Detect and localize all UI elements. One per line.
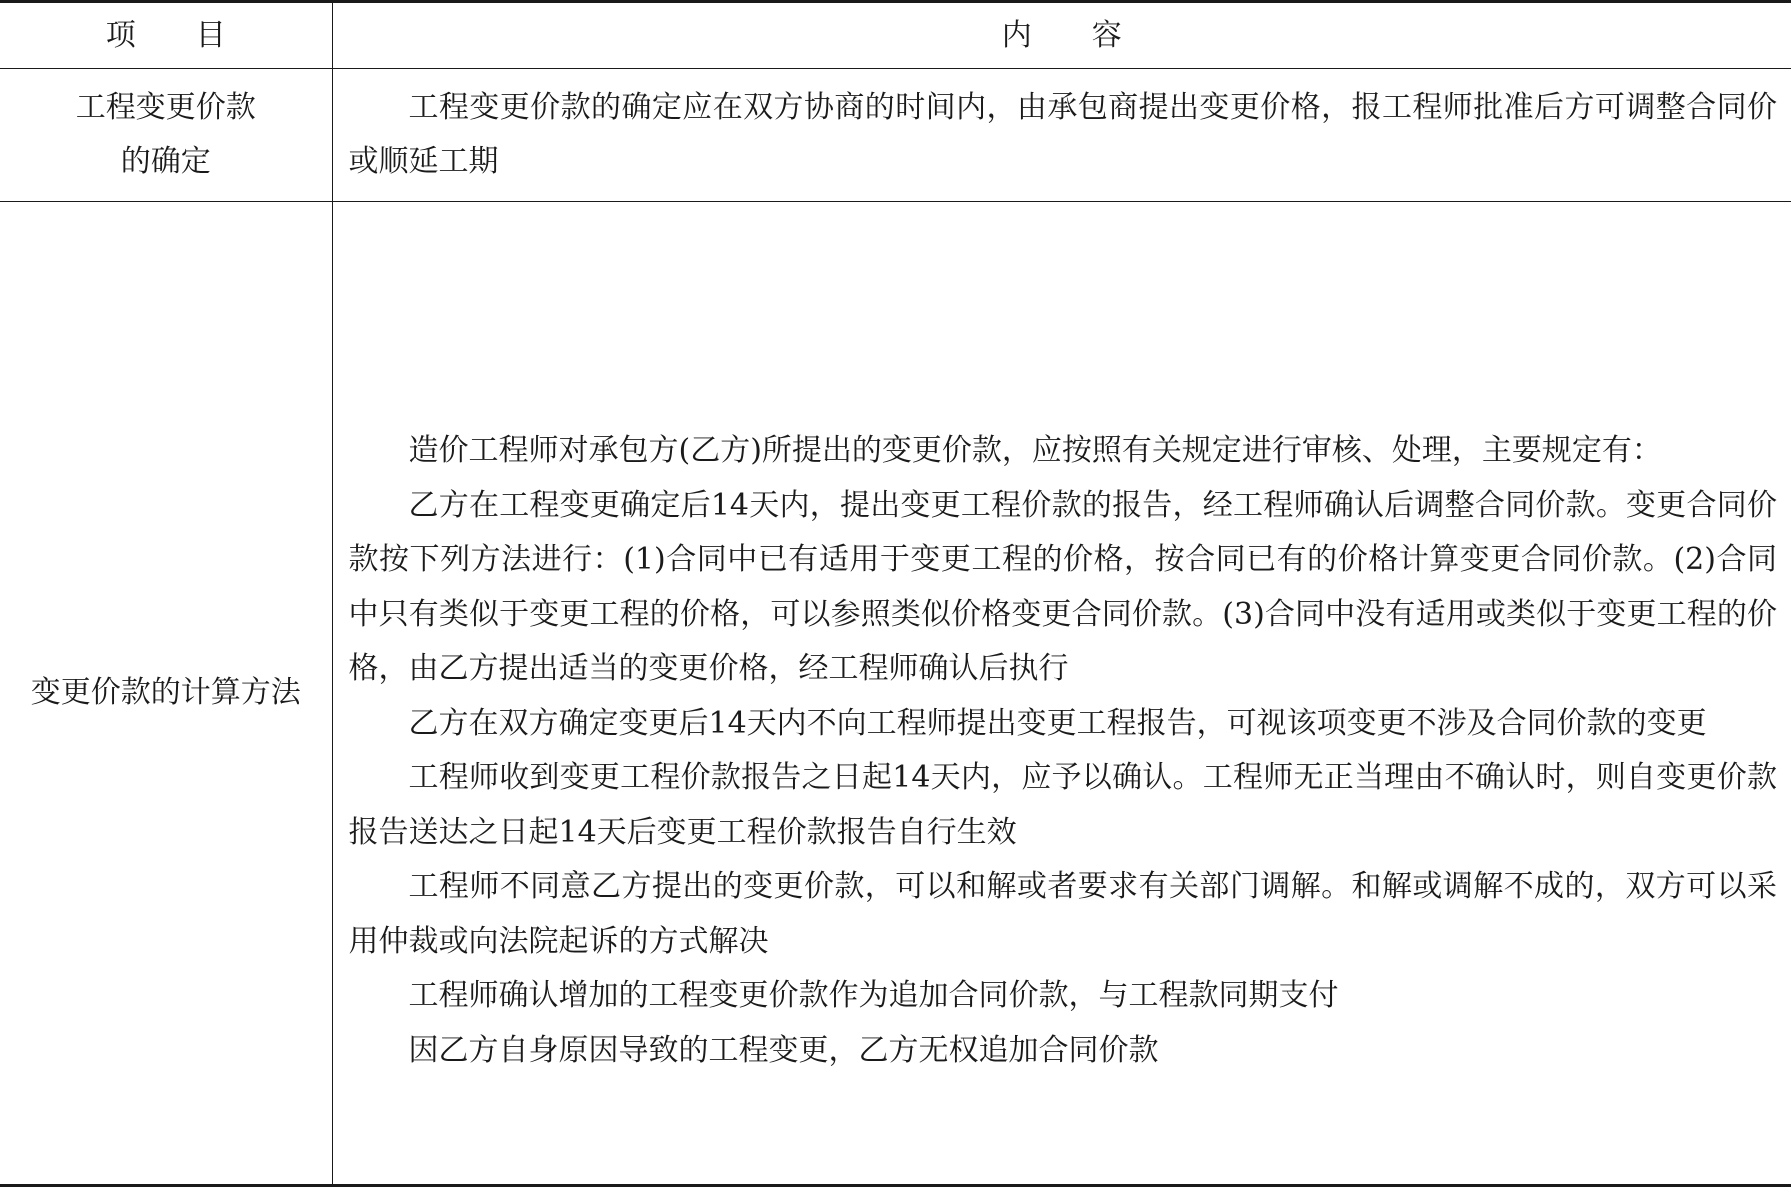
- row-item-line: 变更价款的计算方法: [30, 675, 301, 710]
- header-item: [0, 2, 332, 69]
- content-paragraph: 乙方在双方确定变更后14天内不向工程师提出变更工程报告，可视该项变更不涉及合同价款的变更: [408, 705, 1707, 741]
- row-content-cell: [332, 69, 1791, 202]
- header-content-label: 内 容: [1001, 17, 1122, 53]
- row-item-line: 工程变更价款: [75, 90, 256, 125]
- content-paragraph: 造价工程师对承包方(乙方)所提出的变更价款，应按照有关规定进行审核、处理，主要规定有：: [408, 433, 1662, 468]
- row-content-cell: [332, 202, 1791, 1186]
- content-paragraph: 因乙方自身原因导致的工程变更，乙方无权追加合同价款: [408, 1032, 1159, 1068]
- content-paragraph: 工程变更价款的确定应在双方协商的时间内，由承包商提出变更价格，报工程师批准后方可调整合同价或顺延工期: [348, 89, 1777, 179]
- content-paragraph: 工程师不同意乙方提出的变更价款，可以和解或者要求有关部门调解。和解或调解不成的，双方可以采用仲裁或向法院起诉的方式解决: [348, 869, 1777, 959]
- table-row: [0, 202, 1791, 1186]
- content-paragraph: 工程师确认增加的工程变更价款作为追加合同价款，与工程款同期支付: [408, 978, 1339, 1013]
- table-row: [0, 69, 1791, 202]
- header-content: [332, 2, 1791, 69]
- row-item-cell: [0, 202, 332, 1186]
- header-item-label: 项 目: [105, 17, 226, 53]
- content-paragraph: 工程师收到变更工程价款报告之日起14天内，应予以确认。工程师无正当理由不确认时，则自变更价款报告送达之日起14天后变更工程价款报告自行生效: [348, 760, 1777, 850]
- content-paragraph: 乙方在工程变更确定后14天内，提出变更工程价款的报告，经工程师确认后调整合同价款。变更合同价款按下列方法进行：(1)合同中已有适用于变更工程的价格，按合同已有的价格计算变更合同价款。(2)合同中只有类似于变更工程的价格，可以参照类似价格变更合同价款。(3)合同中没有适用或类似于变更工程的价格，由乙方提出适当的变更价格，经工程师确认后执行: [348, 487, 1777, 686]
- row-item-line: 的确定: [120, 144, 211, 179]
- table-header-row: [0, 2, 1791, 69]
- row-item-cell: [0, 69, 332, 202]
